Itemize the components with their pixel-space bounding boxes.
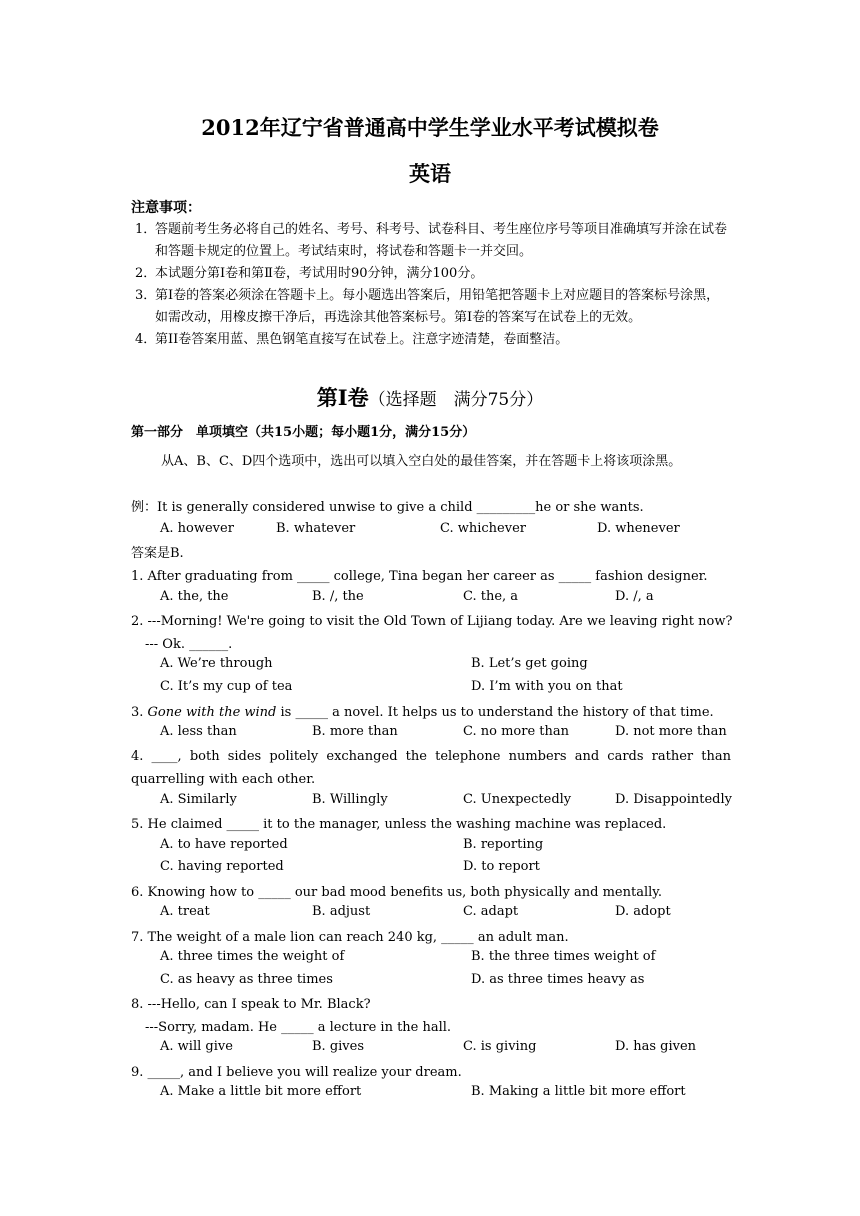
option: B. reporting xyxy=(463,837,544,852)
question-options xyxy=(0,679,860,701)
option: A. to have reported xyxy=(160,837,288,852)
notice-list xyxy=(131,219,731,351)
question-stem: 8. ---Hello, can I speak to Mr. Black? xyxy=(131,997,371,1012)
notice-number: 2． xyxy=(135,266,157,281)
option: C. adapt xyxy=(463,904,519,919)
option: B. /, the xyxy=(312,589,364,604)
option: A. treat xyxy=(160,904,210,919)
question-options xyxy=(0,837,860,859)
exam-subject: 英语 xyxy=(409,161,451,186)
option: D. as three times heavy as xyxy=(471,972,645,987)
example-answer: 答案是B. xyxy=(131,546,184,561)
part-instruction: 从A、B、C、D四个选项中，选出可以填入空白处的最佳答案，并在答题卡上将该项涂黑。 xyxy=(161,454,682,469)
option: B. Making a little bit more effort xyxy=(471,1084,686,1099)
option: D. I’m with you on that xyxy=(471,679,623,694)
option: C. is giving xyxy=(463,1039,537,1054)
question-options xyxy=(0,904,860,926)
book-title: Gone with the wind xyxy=(147,705,277,720)
question-stem: 1. After graduating from _____ college, Tina began her career as _____ fashion designer. xyxy=(131,569,708,584)
option: B. whatever xyxy=(276,521,356,536)
option: C. no more than xyxy=(463,724,569,739)
option: B. adjust xyxy=(312,904,371,919)
question-text: is _____ a novel. It helps us to understand the history of that time. xyxy=(276,705,714,720)
notice-text: 第Ⅰ卷的答案必须涂在答题卡上。每小题选出答案后，用铅笔把答题卡上对应题目的答案标号涂黑，如需改动，用橡皮擦干净后，再选涂其他答案标号。第Ⅰ卷的答案写在试卷上的无效。 xyxy=(155,288,720,325)
option: D. /, a xyxy=(615,589,654,604)
option: A. will give xyxy=(160,1039,233,1054)
question-options xyxy=(0,724,860,746)
question-stem: 2. ---Morning! We're going to visit the Old Town of Lijiang today. Are we leaving right now? xyxy=(131,614,733,629)
option: A. Similarly xyxy=(160,792,237,807)
question-stem-line2: --- Ok. ______. xyxy=(145,637,233,652)
notice-heading: 注意事项： xyxy=(131,200,201,216)
option: C. as heavy as three times xyxy=(160,972,333,987)
option: A. however xyxy=(160,521,234,536)
option: D. whenever xyxy=(597,521,680,536)
question-stem: 4. ____, both sides politely exchanged the telephone numbers and cards rather than quarrelling with each other. xyxy=(131,749,731,787)
question-number: 3. xyxy=(131,705,148,720)
question-options xyxy=(0,859,860,881)
option: A. Make a little bit more effort xyxy=(160,1084,362,1099)
option: C. whichever xyxy=(440,521,527,536)
notice-number: 3． xyxy=(135,288,157,303)
question-options xyxy=(0,1084,860,1106)
notice-number: 1． xyxy=(135,222,157,237)
question-stem-line2: ---Sorry, madam. He _____ a lecture in the hall. xyxy=(145,1020,452,1035)
question-stem: 6. Knowing how to _____ our bad mood benefits us, both physically and mentally. xyxy=(131,885,663,900)
notice-item xyxy=(131,329,731,351)
section-name: 第Ⅰ卷 xyxy=(316,385,369,410)
option: D. Disappointedly xyxy=(615,792,732,807)
exam-title: 2012年辽宁省普通高中学生学业水平考试模拟卷 xyxy=(201,115,659,140)
section-title xyxy=(0,384,860,414)
option: A. three times the weight of xyxy=(160,949,345,964)
option: B. gives xyxy=(312,1039,365,1054)
question-stem: 9. _____, and I believe you will realize your dream. xyxy=(131,1065,462,1080)
option: B. more than xyxy=(312,724,398,739)
option: B. Willingly xyxy=(312,792,388,807)
question-options xyxy=(0,1039,860,1061)
notice-item xyxy=(131,263,731,285)
option: B. Let’s get going xyxy=(471,656,588,671)
notice-item xyxy=(131,219,731,263)
option: A. the, the xyxy=(160,589,229,604)
option: C. the, a xyxy=(463,589,519,604)
example-options xyxy=(0,521,860,543)
option: B. the three times weight of xyxy=(471,949,656,964)
question-stem: 7. The weight of a male lion can reach 240 kg, _____ an adult man. xyxy=(131,930,569,945)
question-options xyxy=(0,589,860,611)
question-stem xyxy=(131,702,714,725)
question-stem: 5. He claimed _____ it to the manager, unless the washing machine was replaced. xyxy=(131,817,667,832)
part-heading: 第一部分 单项填空（共15小题；每小题1分，满分15分） xyxy=(131,425,476,440)
question-options xyxy=(0,949,860,971)
option: D. has given xyxy=(615,1039,697,1054)
option: D. adopt xyxy=(615,904,671,919)
notice-text: 第II卷答案用蓝、黑色钢笔直接写在试卷上。注意字迹清楚，卷面整洁。 xyxy=(155,332,569,347)
example-stem: 例：It is generally considered unwise to give a child _________he or she wants. xyxy=(131,500,644,515)
notice-number: 4． xyxy=(135,332,157,347)
option: A. We’re through xyxy=(160,656,273,671)
section-subtitle: （选择题 满分75分） xyxy=(368,390,544,410)
notice-text: 本试题分第Ⅰ卷和第Ⅱ卷，考试用时90分钟，满分100分。 xyxy=(155,266,484,281)
option: C. Unexpectedly xyxy=(463,792,572,807)
question-options xyxy=(0,792,860,814)
notice-text: 答题前考生务必将自己的姓名、考号、科考号、试卷科目、考生座位序号等项目准确填写并涂在试卷和答题卡规定的位置上。考试结束时，将试卷和答题卡一并交回。 xyxy=(155,222,728,259)
option: C. It’s my cup of tea xyxy=(160,679,293,694)
notice-item xyxy=(131,285,731,329)
question-options xyxy=(0,656,860,678)
question-options xyxy=(0,972,860,994)
option: C. having reported xyxy=(160,859,284,874)
option: D. to report xyxy=(463,859,540,874)
option: D. not more than xyxy=(615,724,727,739)
option: A. less than xyxy=(160,724,237,739)
